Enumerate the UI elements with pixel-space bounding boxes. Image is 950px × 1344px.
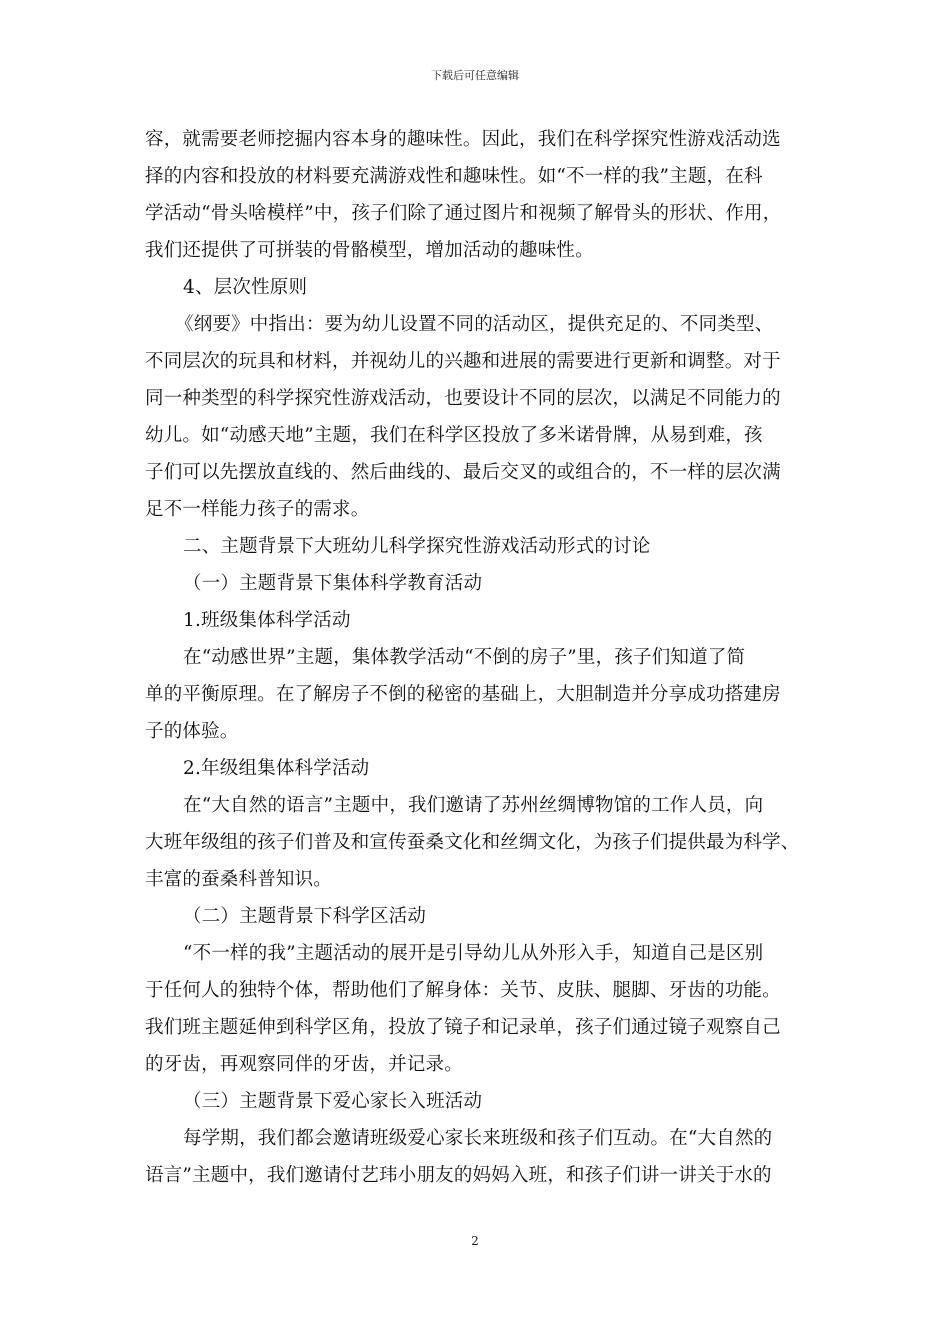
page-header: 下载后可任意编辑 (431, 69, 519, 82)
section-heading: （二）主题背景下科学区活动 (183, 906, 427, 927)
text-line: 单的平衡原理。在了解房子不倒的秘密的基础上，大胆制造并分享成功搭建房 (145, 684, 781, 705)
text-line: 幼儿。如“动感天地”主题，我们在科学区投放了多米诺骨牌，从易到难，孩 (145, 425, 763, 446)
section-heading: （三）主题背景下爱心家长入班活动 (183, 1091, 483, 1112)
text-line: 容，就需要老师挖掘内容本身的趣味性。因此，我们在科学探究性游戏活动选 (145, 129, 781, 150)
text-line: 子们可以先摆放直线的、然后曲线的、最后交叉的或组合的，不一样的层次满 (145, 462, 781, 483)
text-line: 学活动“骨头啥模样”中，孩子们除了通过图片和视频了解骨头的形状、作用， (145, 203, 782, 224)
text-line: 我们班主题延伸到科学区角，投放了镜子和记录单，孩子们通过镜子观察自己 (145, 1017, 781, 1038)
subsection-heading: 2.年级组集体科学活动 (183, 758, 370, 779)
text-line: 每学期，我们都会邀请班级爱心家长来班级和孩子们互动。在“大自然的 (183, 1128, 773, 1149)
text-line: 大班年级组的孩子们普及和宣传蚕桑文化和丝绸文化，为孩子们提供最为科学、 (145, 832, 800, 853)
text-line: 不同层次的玩具和材料，并视幼儿的兴趣和进展的需要进行更新和调整。对于 (145, 351, 781, 372)
section-heading: 4、层次性原则 (183, 277, 308, 298)
text-line: 在“大自然的语言”主题中，我们邀请了苏州丝绸博物馆的工作人员，向 (183, 795, 764, 816)
page-number: 2 (471, 1234, 479, 1248)
text-line: 语言”主题中，我们邀请付艺玮小朋友的妈妈入班，和孩子们讲一讲关于水的 (145, 1165, 772, 1186)
subsection-heading: 1.班级集体科学活动 (183, 610, 351, 631)
text-line: 《纲要》中指出：要为幼儿设置不同的活动区，提供充足的、不同类型、 (175, 314, 774, 335)
section-heading: （一）主题背景下集体科学教育活动 (183, 573, 483, 594)
text-line: 择的内容和投放的材料要充满游戏性和趣味性。如“不一样的我”主题，在科 (145, 166, 763, 187)
text-line: 同一种类型的科学探究性游戏活动，也要设计不同的层次，以满足不同能力的 (145, 388, 781, 409)
document-body (145, 121, 811, 1194)
text-line: “不一样的我”主题活动的展开是引导幼儿从外形入手，知道自己是区别 (183, 943, 764, 964)
text-line: 子的体验。 (145, 721, 239, 742)
text-line: 于任何人的独特个体，帮助他们了解身体：关节、皮肤、腿脚、牙齿的功能。 (145, 980, 781, 1001)
text-line: 丰富的蚕桑科普知识。 (145, 869, 333, 890)
text-line: 的牙齿，再观察同伴的牙齿，并记录。 (145, 1054, 463, 1075)
text-line: 足不一样能力孩子的需求。 (145, 499, 370, 520)
text-line: 在“动感世界”主题，集体教学活动“不倒的房子”里，孩子们知道了简 (183, 647, 746, 668)
section-heading: 二、主题背景下大班幼儿科学探究性游戏活动形式的讨论 (183, 536, 651, 557)
text-line: 我们还提供了可拼装的骨骼模型，增加活动的趣味性。 (145, 240, 594, 261)
